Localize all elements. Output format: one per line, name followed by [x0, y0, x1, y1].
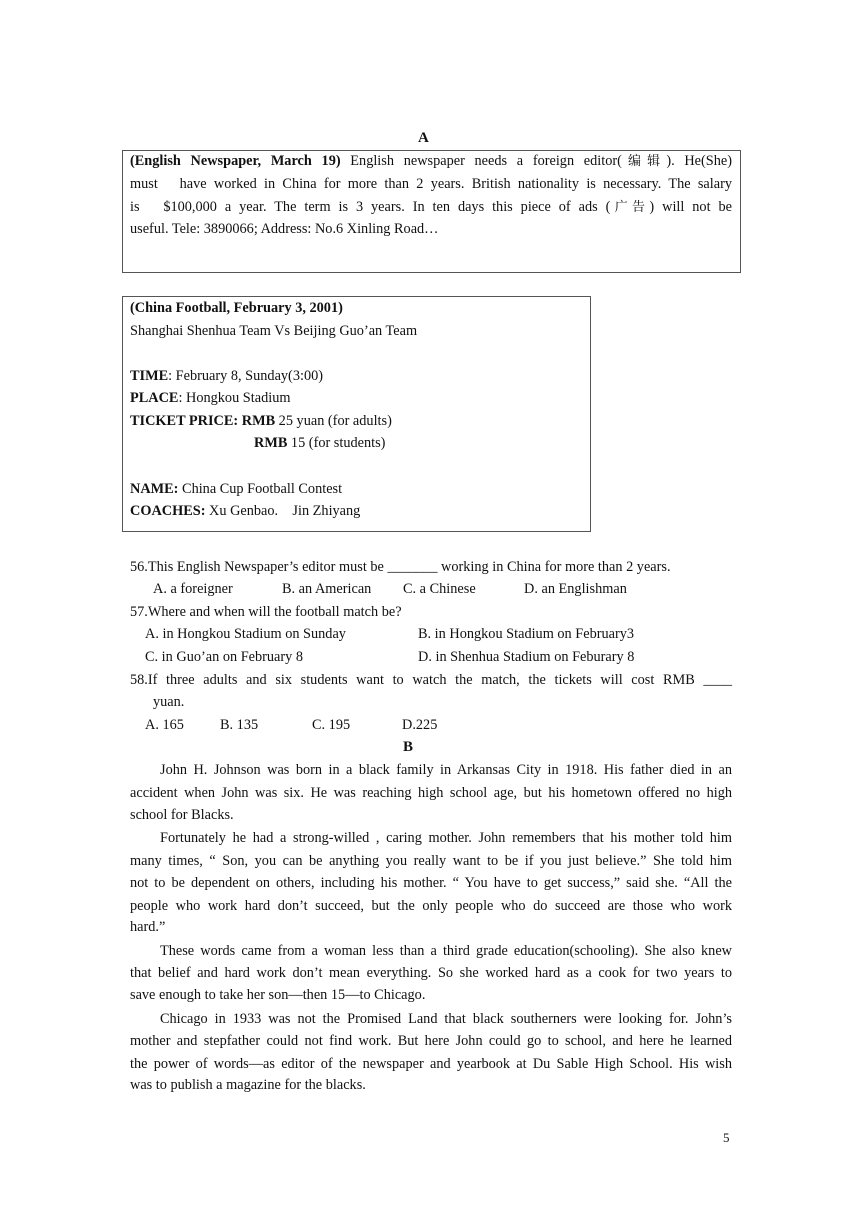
ad2-teams: Shanghai Shenhua Team Vs Beijing Guo’an Team: [130, 323, 418, 339]
ad2-source: (China Football, February 3, 2001): [130, 300, 343, 316]
question-58: 58.If three adults and six students want to watch the match, the tickets will cost RMB ____: [130, 672, 732, 688]
ad2-ticket-student-value: 15 (for students): [287, 435, 386, 451]
passage-p3-line2: that belief and hard work don’t mean everything. So she worked hard as a cook for two years to: [130, 965, 732, 981]
passage-p4-line2: mother and stepfather could not find work. But here John could go to school, and here he learned: [130, 1033, 732, 1049]
passage-p4-line4: was to publish a magazine for the blacks.: [130, 1077, 366, 1093]
passage-p1-line1: John H. Johnson was born in a black family in Arkansas City in 1918. His father died in an: [160, 762, 732, 778]
passage-p3-line1: These words came from a woman less than a third grade education(schooling). She also knew: [160, 943, 732, 959]
ad1-cn-editor: 编辑: [621, 154, 667, 169]
ad1-cn-ads: 广告: [610, 200, 650, 215]
ad2-name-label: NAME:: [130, 481, 179, 497]
q56-option-a: A. a foreigner: [153, 581, 233, 597]
q57-option-b: B. in Hongkou Stadium on February3: [418, 626, 635, 642]
page-number: 5: [723, 1130, 730, 1145]
ad2-time-value: : February 8, Sunday(3:00): [168, 368, 323, 384]
ad1-line-3: [130, 196, 732, 220]
ad1-text-end: ). He(She): [666, 153, 732, 169]
question-56: 56.This English Newspaper’s editor must be _______ working in China for more than 2 years.: [130, 559, 671, 575]
ad2-ticket-adult: 25 yuan (for adults): [275, 413, 392, 429]
q58-option-c: C. 195: [312, 717, 351, 733]
ad2-time-label: TIME: [130, 368, 169, 384]
ad2-time: [130, 366, 323, 386]
passage-p2-line5: hard.”: [130, 919, 166, 935]
passage-p2-line3: not to be dependent on others, including his mother. “ You have to get success,” said she. “All the: [130, 875, 732, 891]
ad1-line3-end: ) will not be: [649, 199, 732, 215]
passage-p2-line1: Fortunately he had a strong-willed , caring mother. John remembers that his mother told him: [160, 830, 732, 846]
q56-option-c: C. a Chinese: [403, 581, 476, 597]
passage-p2-line4: people who work hard don’t succeed, but the only people who do succeed are those who work: [130, 898, 732, 914]
q58-option-a: A. 165: [145, 717, 184, 733]
ad2-ticket-student-label: RMB: [254, 435, 288, 451]
ad2-coaches: [130, 501, 360, 521]
ad2-ticket-label: TICKET PRICE: RMB: [130, 413, 276, 429]
ad1-line-4: useful. Tele: 3890066; Address: No.6 Xinling Road…: [130, 221, 439, 237]
ad2-name: [130, 479, 342, 499]
ad2-coaches-label: COACHES:: [130, 503, 206, 519]
question-58-cont: yuan.: [153, 694, 185, 710]
ad1-source: (English Newspaper, March 19): [130, 153, 341, 169]
question-57: 57.Where and when will the football match be?: [130, 604, 402, 620]
ad1-line3-start: is $100,000 a year. The term is 3 years. In ten days this piece of ads (: [130, 199, 611, 215]
ad1-text: English newspaper needs a foreign editor(: [340, 153, 622, 169]
ad2-place: [130, 388, 290, 408]
q57-option-a: A. in Hongkou Stadium on Sunday: [145, 626, 346, 642]
ad2-name-value: China Cup Football Contest: [178, 481, 343, 497]
ad2-place-value: : Hongkou Stadium: [178, 390, 291, 406]
q58-option-b: B. 135: [220, 717, 259, 733]
q57-option-d: D. in Shenhua Stadium on Feburary 8: [418, 649, 635, 665]
passage-p1-line3: school for Blacks.: [130, 807, 234, 823]
q57-option-c: C. in Guo’an on February 8: [145, 649, 304, 665]
passage-p2-line2: many times, “ Son, you can be anything you really want to be if you just believe.” She told him: [130, 853, 732, 869]
ad2-coaches-value: Xu Genbao. Jin Zhiyang: [205, 503, 361, 519]
q56-option-b: B. an American: [282, 581, 372, 597]
section-b-heading: B: [403, 739, 414, 755]
passage-p4-line3: the power of words—as editor of the newspaper and yearbook at Du Sable High School. His wish: [130, 1056, 732, 1072]
ad2-ticket-price: [130, 411, 392, 431]
passage-p4-line1: Chicago in 1933 was not the Promised Land that black southerners were looking for. John’s: [160, 1011, 732, 1027]
passage-p1-line2: accident when John was six. He was reaching high school age, but his hometown offered no high: [130, 785, 732, 801]
q58-option-d: D.225: [402, 717, 438, 733]
ad2-ticket-student: [254, 433, 385, 453]
section-a-heading: A: [418, 130, 429, 146]
passage-p3-line3: save enough to take her son—then 15—to Chicago.: [130, 987, 426, 1003]
ad1-line-1: [130, 150, 732, 174]
q56-option-d: D. an Englishman: [524, 581, 627, 597]
ad2-place-label: PLACE: [130, 390, 179, 406]
ad1-line-2: must have worked in China for more than 2 years. British nationality is necessary. The salary: [130, 176, 732, 192]
